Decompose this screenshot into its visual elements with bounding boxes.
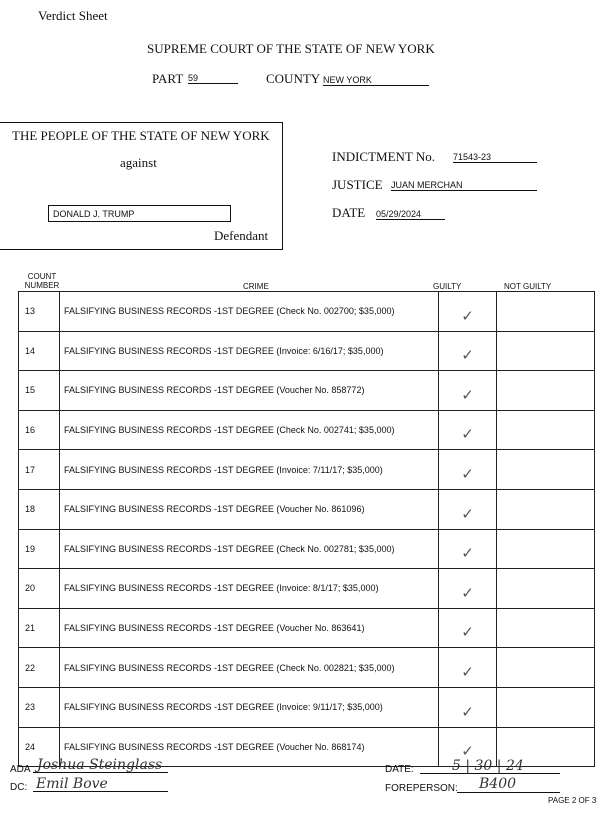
not-guilty-cell — [497, 648, 595, 688]
crime-description: FALSIFYING BUSINESS RECORDS -1ST DEGREE (Voucher No. 861096) — [60, 489, 439, 529]
table-row — [19, 648, 595, 688]
defendant-label: Defendant — [214, 228, 269, 243]
count-number: 18 — [19, 489, 60, 529]
crime-description: FALSIFYING BUSINESS RECORDS -1ST DEGREE (Check No. 002700; $35,000) — [60, 292, 439, 332]
count-number: 20 — [19, 569, 60, 609]
table-row — [19, 292, 595, 332]
sheet-title: Verdict Sheet — [38, 8, 108, 23]
guilty-cell — [439, 489, 497, 529]
guilty-cell — [439, 648, 497, 688]
dc-label: DC: — [10, 782, 28, 793]
dc-signature: Emil Bove — [36, 776, 108, 792]
guilty-cell — [439, 410, 497, 450]
ada-label: ADA — [10, 764, 31, 775]
table-row — [19, 529, 595, 569]
crime-description: FALSIFYING BUSINESS RECORDS -1ST DEGREE (Invoice: 7/11/17; $35,000) — [60, 450, 439, 490]
caption-against: against — [120, 155, 157, 170]
foreperson-value: B400 — [479, 776, 517, 792]
table-row — [19, 371, 595, 411]
guilty-cell — [439, 331, 497, 371]
not-guilty-cell — [497, 489, 595, 529]
check-mark-icon: ✓ — [461, 346, 474, 365]
crime-header: CRIME — [243, 282, 269, 291]
crime-description: FALSIFYING BUSINESS RECORDS -1ST DEGREE (Invoice: 6/16/17; $35,000) — [60, 331, 439, 371]
caption-people: THE PEOPLE OF THE STATE OF NEW YORK — [12, 128, 270, 143]
count-number: 21 — [19, 608, 60, 648]
not-guilty-cell — [497, 450, 595, 490]
crime-description: FALSIFYING BUSINESS RECORDS -1ST DEGREE (Voucher No. 868174) — [60, 727, 439, 767]
indictment-value: 71543-23 — [453, 152, 537, 163]
table-row — [19, 687, 595, 727]
crime-description: FALSIFYING BUSINESS RECORDS -1ST DEGREE (Voucher No. 863641) — [60, 608, 439, 648]
date-label: DATE — [332, 205, 366, 220]
guilty-header: GUILTY — [433, 282, 462, 291]
guilty-cell — [439, 687, 497, 727]
count-number: 19 — [19, 529, 60, 569]
crime-description: FALSIFYING BUSINESS RECORDS -1ST DEGREE (Check No. 002821; $35,000) — [60, 648, 439, 688]
defendant-name-field: DONALD J. TRUMP — [48, 205, 231, 222]
crime-description: FALSIFYING BUSINESS RECORDS -1ST DEGREE (Check No. 002781; $35,000) — [60, 529, 439, 569]
guilty-cell — [439, 608, 497, 648]
not-guilty-cell — [497, 410, 595, 450]
not-guilty-cell — [497, 292, 595, 332]
court-name: SUPREME COURT OF THE STATE OF NEW YORK — [147, 41, 435, 56]
count-header-line1: COUNT — [27, 272, 57, 281]
table-row — [19, 331, 595, 371]
not-guilty-cell — [497, 608, 595, 648]
table-row — [19, 450, 595, 490]
check-mark-icon: ✓ — [461, 306, 474, 325]
crime-description: FALSIFYING BUSINESS RECORDS -1ST DEGREE (Invoice: 9/11/17; $35,000) — [60, 687, 439, 727]
count-number: 16 — [19, 410, 60, 450]
table-row — [19, 569, 595, 609]
verdict-table — [18, 291, 595, 767]
count-number: 13 — [19, 292, 60, 332]
signed-date-value: 5 | 30 | 24 — [452, 758, 524, 774]
signed-date-label: DATE: — [385, 764, 414, 775]
guilty-cell — [439, 371, 497, 411]
date-value: 05/29/2024 — [376, 209, 445, 220]
not-guilty-header: NOT GUILTY — [504, 282, 552, 291]
not-guilty-cell — [497, 687, 595, 727]
check-mark-icon: ✓ — [461, 385, 474, 404]
count-number-header — [22, 272, 62, 290]
guilty-cell — [439, 569, 497, 609]
crime-description: FALSIFYING BUSINESS RECORDS -1ST DEGREE (Check No. 002741; $35,000) — [60, 410, 439, 450]
count-number: 17 — [19, 450, 60, 490]
count-number: 24 — [19, 727, 60, 767]
county-label: COUNTY — [266, 71, 321, 86]
not-guilty-cell — [497, 529, 595, 569]
not-guilty-cell — [497, 371, 595, 411]
indictment-label: INDICTMENT No. — [332, 149, 436, 164]
table-row — [19, 608, 595, 648]
guilty-cell — [439, 450, 497, 490]
guilty-cell — [439, 529, 497, 569]
count-number: 15 — [19, 371, 60, 411]
count-number: 14 — [19, 331, 60, 371]
check-mark-icon: ✓ — [461, 742, 474, 761]
check-mark-icon: ✓ — [461, 662, 474, 681]
justice-value: JUAN MERCHAN — [391, 180, 537, 191]
check-mark-icon: ✓ — [461, 464, 474, 483]
check-mark-icon: ✓ — [461, 504, 474, 523]
page-number: PAGE 2 OF 3 — [548, 796, 597, 805]
count-number: 23 — [19, 687, 60, 727]
foreperson-line — [457, 792, 560, 793]
foreperson-label: FOREPERSON: — [385, 783, 458, 794]
table-row — [19, 410, 595, 450]
not-guilty-cell — [497, 331, 595, 371]
check-mark-icon: ✓ — [461, 425, 474, 444]
count-header-line2: NUMBER — [24, 281, 60, 290]
not-guilty-cell — [497, 569, 595, 609]
check-mark-icon: ✓ — [461, 583, 474, 602]
justice-label: JUSTICE — [332, 177, 383, 192]
crime-description: FALSIFYING BUSINESS RECORDS -1ST DEGREE (Voucher No. 858772) — [60, 371, 439, 411]
ada-signature: Joshua Steinglass — [37, 757, 163, 773]
check-mark-icon: ✓ — [461, 623, 474, 642]
crime-description: FALSIFYING BUSINESS RECORDS -1ST DEGREE (Invoice: 8/1/17; $35,000) — [60, 569, 439, 609]
part-value: 59 — [188, 73, 238, 84]
guilty-cell — [439, 292, 497, 332]
county-value: NEW YORK — [323, 75, 429, 86]
count-number: 22 — [19, 648, 60, 688]
table-row — [19, 489, 595, 529]
check-mark-icon: ✓ — [461, 544, 474, 563]
part-label: PART — [152, 71, 184, 86]
check-mark-icon: ✓ — [461, 702, 474, 721]
